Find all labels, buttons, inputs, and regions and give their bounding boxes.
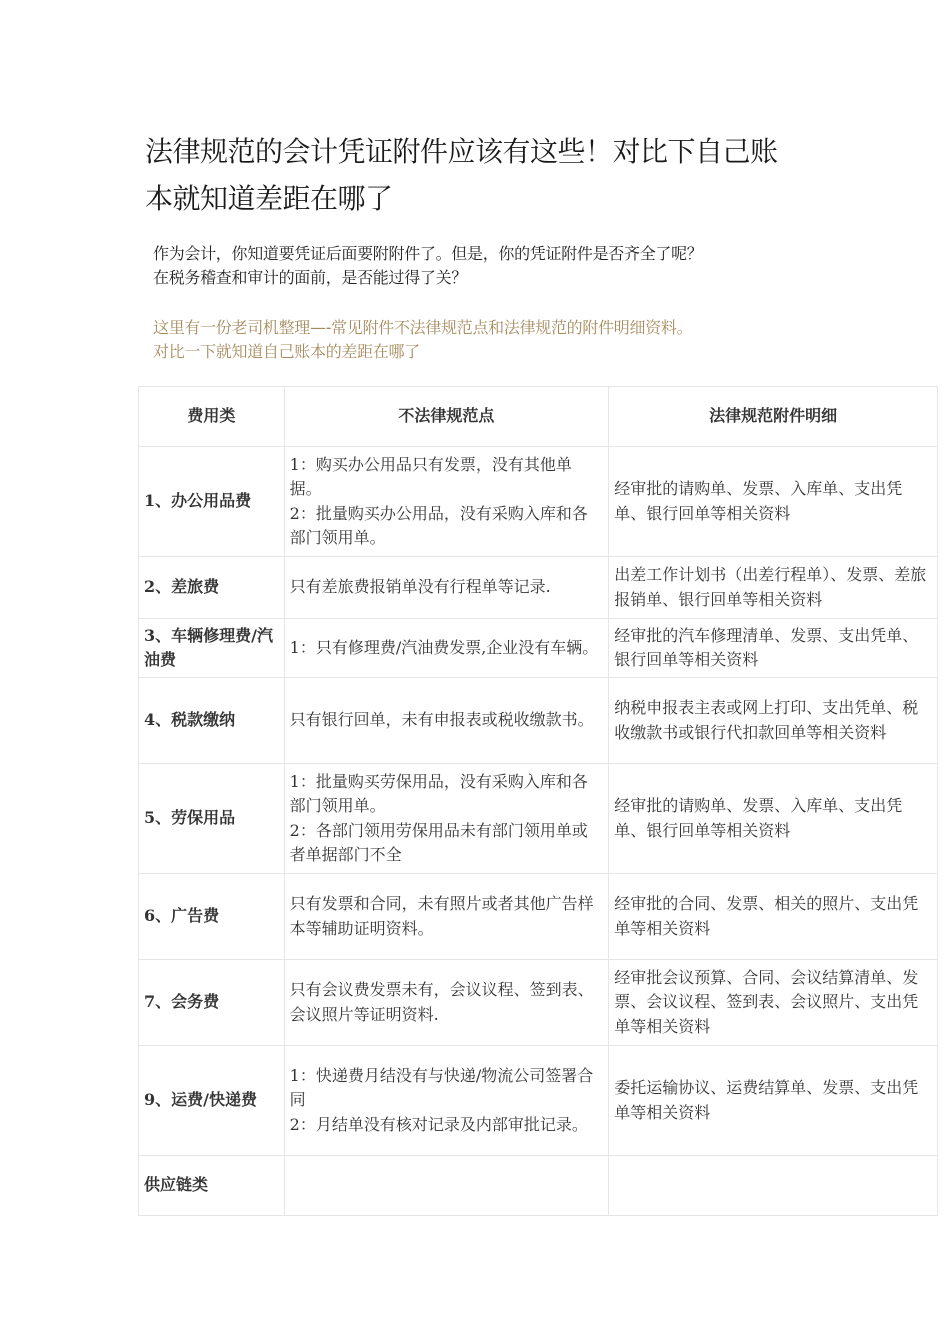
row-category: 2、差旅费 (139, 557, 285, 619)
row-detail: 经审批的合同、发票、相关的照片、支出凭单等相关资料 (609, 874, 938, 960)
row-category: 1、办公用品费 (139, 447, 285, 557)
row-category: 4、税款缴纳 (139, 678, 285, 764)
row-issue (284, 960, 609, 1046)
intro-paragraph (153, 242, 853, 290)
issue-line: 只有会议费发票未有，会议议程、签到表、会议照片等证明资料. (289, 980, 594, 1024)
table-row (139, 1046, 938, 1156)
row-detail: 经审批的汽车修理清单、发票、支出凭单、银行回单等相关资料 (609, 619, 938, 678)
issue-line: 1：快递费月结没有与快递/物流公司签署合同 (289, 1065, 594, 1110)
intro-line-2: 在税务稽查和审计的面前，是否能过得了关？ (153, 268, 468, 287)
title-line-2: 本就知道差距在哪了 (145, 182, 393, 215)
header-detail: 法律规范附件明细 (609, 387, 938, 447)
note-line-2: 对比一下就知道自己账本的差距在哪了 (153, 342, 420, 361)
row-issue (284, 557, 609, 619)
row-issue (284, 447, 609, 557)
row-category: 9、运费/快递费 (139, 1046, 285, 1156)
row-detail: 经审批会议预算、合同、会议结算清单、发票、会议议程、签到表、会议照片、支出凭单等相关资料 (609, 960, 938, 1046)
issue-line: 1：批量购买劳保用品，没有采购入库和各部门领用单。 (289, 771, 588, 815)
table-row (139, 678, 938, 764)
table-row (139, 557, 938, 619)
attachment-table (138, 386, 938, 1216)
table-row (139, 619, 938, 678)
row-category: 6、广告费 (139, 874, 285, 960)
table-row (139, 447, 938, 557)
note-line-1: 这里有一份老司机整理—-常见附件不法律规范点和法律规范的附件明细资料。 (153, 318, 693, 337)
row-detail: 出差工作计划书（出差行程单）、发票、差旅报销单、银行回单等相关资料 (609, 557, 938, 619)
row-issue (284, 1046, 609, 1156)
row-category: 5、劳保用品 (139, 764, 285, 874)
issue-line: 2：各部门领用劳保用品未有部门领用单或者单据部门不全 (289, 820, 588, 864)
row-detail (609, 1156, 938, 1216)
issue-line: 2：月结单没有核对记录及内部审批记录。 (289, 1114, 588, 1134)
table-row (139, 960, 938, 1046)
issue-line: 1：只有修理费/汽油费发票,企业没有车辆。 (289, 637, 599, 657)
row-detail: 纳税申报表主表或网上打印、支出凭单、税收缴款书或银行代扣款回单等相关资料 (609, 678, 938, 764)
issue-line: 2：批量购买办公用品，没有采购入库和各部门领用单。 (289, 503, 588, 547)
page-title (145, 128, 845, 222)
header-issue: 不法律规范点 (284, 387, 609, 447)
table-row (139, 764, 938, 874)
issue-line: 只有发票和合同，未有照片或者其他广告样本等辅助证明资料。 (289, 894, 594, 938)
row-category: 供应链类 (139, 1156, 285, 1216)
row-category: 3、车辆修理费/汽油费 (139, 619, 285, 678)
title-line-1: 法律规范的会计凭证附件应该有这些！对比下自己账 (145, 135, 778, 168)
row-issue (284, 764, 609, 874)
table-header-row (139, 387, 938, 447)
intro-line-1: 作为会计，你知道要凭证后面要附附件了。但是，你的凭证附件是否齐全了呢？ (153, 244, 703, 263)
table-row (139, 1156, 938, 1216)
issue-line: 1：购买办公用品只有发票，没有其他单据。 (289, 454, 572, 498)
issue-line: 只有银行回单，未有申报表或税收缴款书。 (289, 710, 594, 730)
row-issue (284, 678, 609, 764)
row-category: 7、会务费 (139, 960, 285, 1046)
row-detail: 委托运输协议、运费结算单、发票、支出凭单等相关资料 (609, 1046, 938, 1156)
issue-line: 只有差旅费报销单没有行程单等记录. (289, 577, 551, 597)
row-issue (284, 619, 609, 678)
row-detail: 经审批的请购单、发票、入库单、支出凭单、银行回单等相关资料 (609, 764, 938, 874)
row-issue (284, 874, 609, 960)
row-detail: 经审批的请购单、发票、入库单、支出凭单、银行回单等相关资料 (609, 447, 938, 557)
header-category: 费用类 (139, 387, 285, 447)
note-paragraph (153, 316, 873, 364)
row-issue (284, 1156, 609, 1216)
table-row (139, 874, 938, 960)
